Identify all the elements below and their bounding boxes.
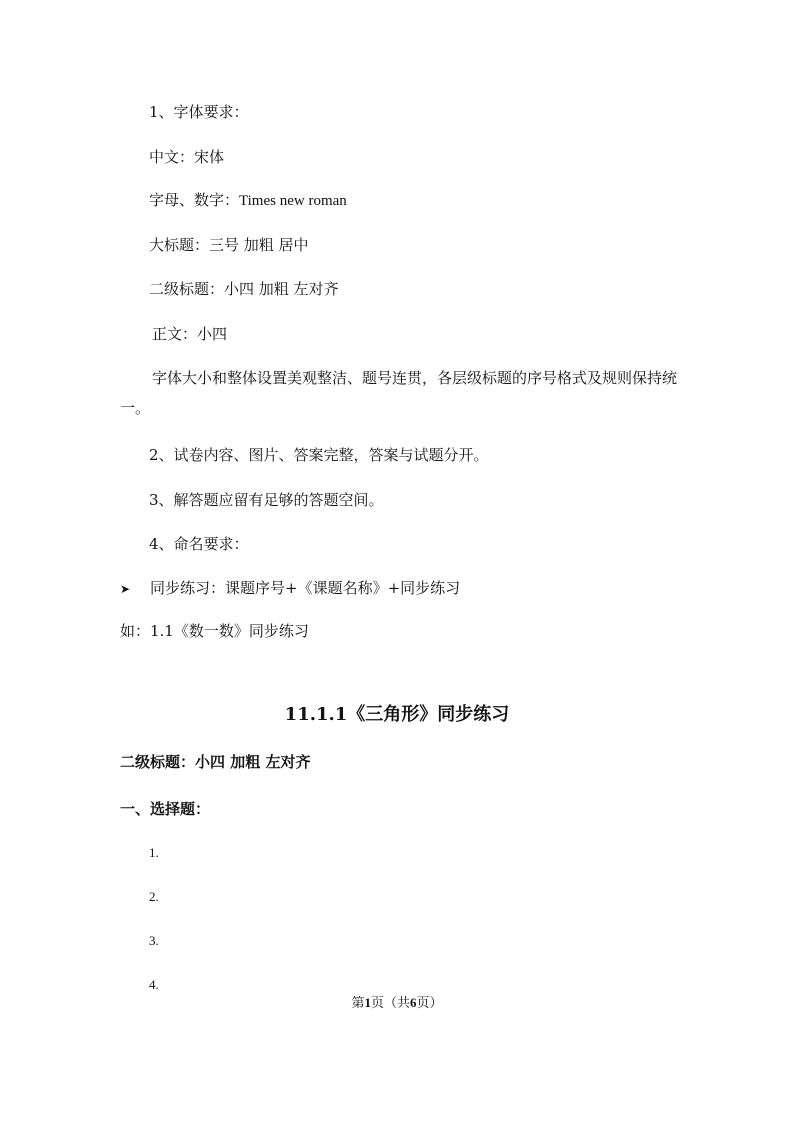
latin-font-rule: 字母、数字：Times new roman (149, 193, 347, 209)
page-footer (0, 994, 794, 1013)
body-font-rule: 正文：小四 (152, 325, 228, 343)
big-title-rule: 大标题：三号 加粗 居中 (149, 236, 309, 254)
naming-bullet (120, 578, 460, 599)
chinese-font-rule: 中文：宋体 (149, 148, 225, 166)
naming-bullet-text: 同步练习：课题序号+《课题名称》+同步练习 (150, 579, 461, 597)
question-number: 1. (149, 845, 159, 860)
question-number: 4. (149, 977, 159, 992)
arrow-bullet-icon: ➤ (120, 582, 131, 596)
sub-heading: 二级标题：小四 加粗 左对齐 (120, 753, 311, 771)
current-page-number: 1 (364, 995, 371, 1010)
footer-suffix: 页） (416, 996, 443, 1011)
naming-example: 如：1.1《数一数》同步练习 (120, 622, 309, 640)
total-page-number: 6 (410, 995, 417, 1010)
font-requirement-heading: 1、字体要求： (149, 103, 249, 121)
question-number: 3. (149, 933, 159, 948)
naming-heading: 4、命名要求： (149, 535, 249, 553)
answer-space-rule: 3、解答题应留有足够的答题空间。 (149, 491, 384, 509)
section-heading: 一、选择题： (120, 800, 211, 818)
sub-title-rule: 二级标题：小四 加粗 左对齐 (149, 280, 339, 298)
footer-prefix: 第 (351, 996, 365, 1011)
question-number: 2. (149, 889, 159, 904)
consistency-paragraph: 字体大小和整体设置美观整洁、题号连贯，各层级标题的序号格式及规则保持统一。 (120, 369, 678, 417)
footer-middle: 页（共 (370, 996, 410, 1011)
content-rule: 2、试卷内容、图片、答案完整，答案与试题分开。 (149, 446, 489, 464)
worksheet-title: 11.1.1《三角形》同步练习 (284, 704, 510, 725)
